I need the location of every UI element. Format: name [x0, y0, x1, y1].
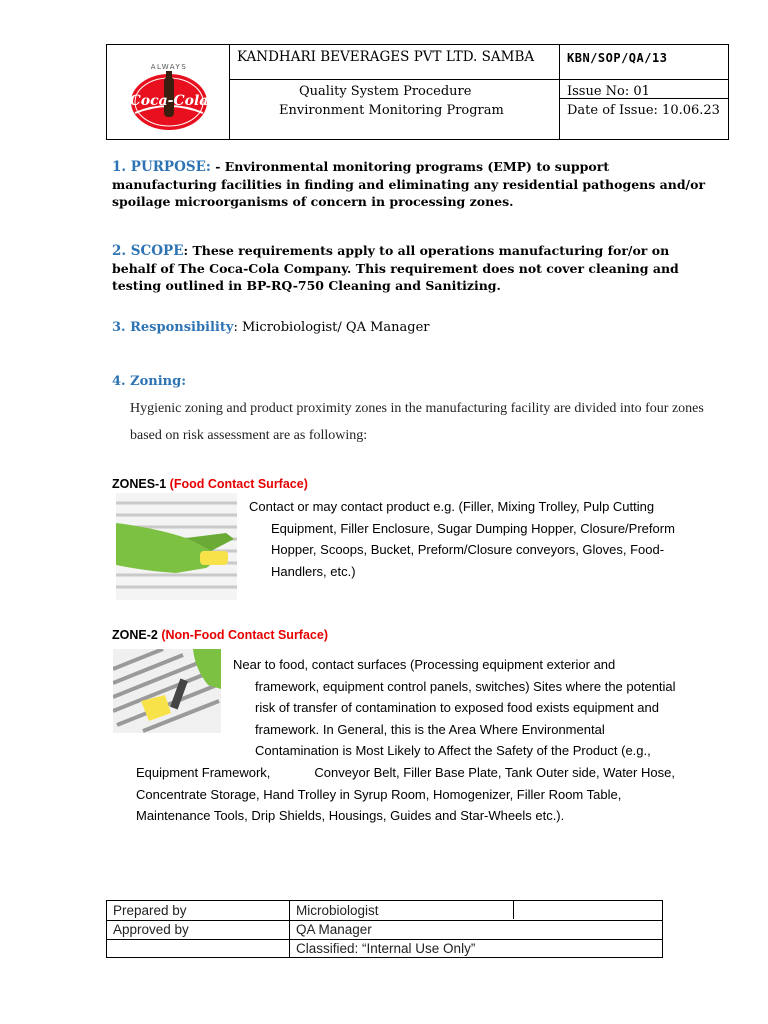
procedure-type: Quality System Procedure [299, 84, 472, 99]
document-title: Environment Monitoring Program [279, 103, 504, 118]
zone-1-line: Handlers, etc.) [271, 563, 356, 579]
responsibility-heading: 3. Responsibility [112, 320, 234, 335]
zone-1-line: Hopper, Scoops, Bucket, Preform/Closure conveyors, Gloves, Food- [271, 542, 665, 558]
zone-2-line: risk of transfer of contamination to exposed food exists equipment and [255, 700, 659, 716]
zone-2-text-continued [136, 762, 675, 827]
header-table [106, 44, 729, 140]
zone-2-line: Conveyor Belt, Filler Base Plate, Tank Outer side, Water Hose, [314, 765, 675, 780]
date-of-issue: Date of Issue: 10.06.23 [567, 103, 720, 118]
classification: Classified: “Internal Use Only” [296, 941, 476, 956]
scope-text: : These requirements apply to all operations manufacturing for/or on behalf of The Coca-Cola Company. This requirement does not cover cleaning and testing outlined in BP-RQ-750 Cleaning and Sanitizing. [112, 243, 679, 293]
zone-1-text [249, 496, 675, 582]
logo-arc-text: ALWAYS [150, 63, 188, 71]
zoning-heading: 4. Zoning: [112, 374, 186, 389]
approved-by-value: QA Manager [296, 922, 372, 937]
zone-2-line: Equipment Framework, [136, 765, 271, 780]
zone-2-line: Concentrate Storage, Hand Trolley in Syrup Room, Homogenizer, Filler Room Table, [136, 786, 622, 802]
zone-2-line: Contamination is Most Likely to Affect the Safety of the Product (e.g., [255, 743, 651, 759]
scope-heading: 2. SCOPE [112, 243, 184, 259]
footer-table [106, 900, 663, 958]
zone-2-image [113, 649, 221, 733]
scope-section [112, 242, 712, 294]
zone-2-line: framework. In General, this is the Area Where Environmental [255, 721, 605, 737]
zone-1-line: Contact or may contact product e.g. (Filler, Mixing Trolley, Pulp Cutting [249, 499, 655, 514]
company-name: KANDHARI BEVERAGES PVT LTD. SAMBA [237, 49, 535, 65]
zone-2-line: Maintenance Tools, Drip Shields, Housings, Guides and Star-Wheels etc.). [136, 808, 565, 824]
zone-2-label: ZONE-2 [112, 628, 158, 642]
prepared-by-label: Prepared by [113, 903, 187, 918]
zone-1-image [116, 493, 237, 600]
zone-2-title [112, 628, 328, 642]
approved-by-label: Approved by [113, 922, 189, 937]
zone-2-text-block [233, 654, 676, 762]
zone-1-label: ZONES-1 [112, 477, 167, 491]
responsibility-section [112, 319, 712, 336]
responsibility-text: : Microbiologist/ QA Manager [233, 320, 430, 335]
coca-cola-logo [121, 55, 217, 133]
zoning-text: Hygienic zoning and product proximity zones in the manufacturing facility are divided into four zones based on risk assessment are as following: [130, 401, 704, 443]
purpose-text: - Environmental monitoring programs (EMP) to support manufacturing facilities in finding and eliminating any residential pathogens and/or spoilage microorganisms of concern in processing zones. [112, 159, 706, 209]
issue-no: Issue No: 01 [567, 84, 650, 99]
zone-1-line: Equipment, Filler Enclosure, Sugar Dumping Hopper, Closure/Preform [271, 520, 675, 536]
zone-2-line: framework, equipment control panels, switches) Sites where the potential [255, 678, 676, 694]
doc-code: KBN/SOP/QA/13 [567, 51, 668, 65]
purpose-section [112, 158, 712, 210]
zone-2-line: Near to food, contact surfaces (Processing equipment exterior and [233, 657, 616, 672]
purpose-heading: 1. PURPOSE: [112, 159, 211, 175]
zone-1-title [112, 477, 308, 491]
zone-2-name: (Non-Food Contact Surface) [161, 628, 328, 642]
prepared-by-value: Microbiologist [296, 903, 379, 918]
logo-text: Coca-Cola [129, 93, 209, 109]
zone-1-name: (Food Contact Surface) [169, 477, 308, 491]
